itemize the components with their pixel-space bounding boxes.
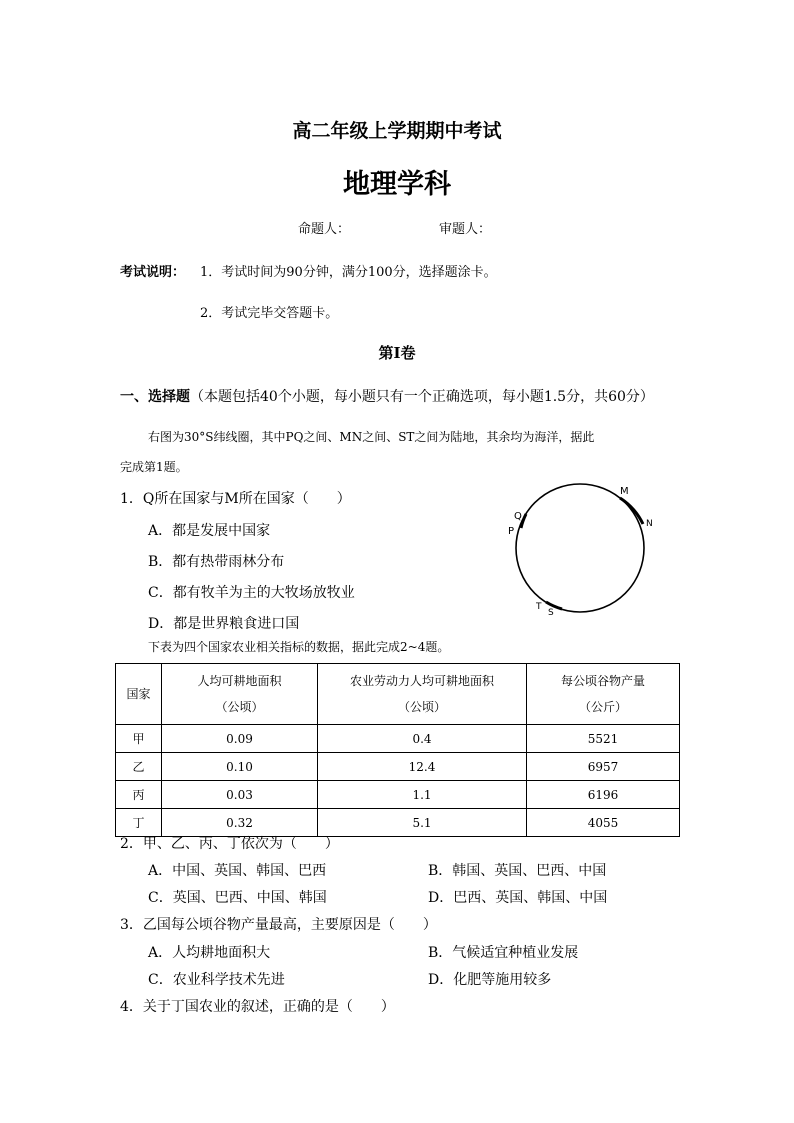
author-label: 命题人： [298, 222, 351, 237]
table-row [116, 781, 680, 809]
table-cell: 乙 [116, 753, 162, 781]
reviewer-label: 审题人： [439, 222, 492, 237]
table-row [116, 725, 680, 753]
q2-option-d: D．巴西、英国、韩国、中国 [428, 890, 608, 906]
table-cell: 0.4 [318, 725, 527, 753]
instruction-item-1: 1．考试时间为90分钟，满分100分，选择题涂卡。 [200, 265, 497, 280]
q2-option-a: A．中国、英国、韩国、巴西 [148, 863, 327, 879]
label-s: S [548, 608, 554, 618]
table-cell: 6196 [527, 781, 680, 809]
q3-stem: 3．乙国每公顷谷物产量最高，主要原因是（ ） [120, 917, 437, 933]
table-cell: 4055 [527, 809, 680, 837]
agriculture-data-table [115, 663, 680, 837]
table-cell: 5.1 [318, 809, 527, 837]
table-cell: 1.1 [318, 781, 527, 809]
part1-title: 一、选择题 [120, 389, 190, 405]
label-t: T [536, 602, 542, 612]
header-arable-per-capita: 人均可耕地面积 （公顷） [162, 664, 318, 725]
q3-option-b: B．气候适宜种植业发展 [428, 945, 579, 961]
intro2: 下表为四个国家农业相关指标的数据，据此完成2~4题。 [148, 640, 450, 654]
part1-heading [120, 386, 654, 406]
section-title: 第Ⅰ卷 [378, 344, 416, 362]
table-cell: 0.09 [162, 725, 318, 753]
q1-option-d: D．都是世界粮食进口国 [148, 616, 300, 632]
table-header-row [116, 664, 680, 725]
exam-title: 高二年级上学期期中考试 [292, 120, 502, 142]
instructions-label: 考试说明： [120, 265, 186, 280]
header-grain-yield: 每公顷谷物产量 （公斤） [527, 664, 680, 725]
header-country: 国家 [116, 664, 162, 725]
intro1-line1: 右图为30°S纬线圈，其中PQ之间、MN之间、ST之间为陆地，其余均为海洋，据此 [148, 430, 595, 444]
instruction-item-2: 2．考试完毕交答题卡。 [200, 306, 339, 321]
label-m: M [620, 486, 629, 497]
q1-stem: 1．Q所在国家与M所在国家（ ） [120, 491, 351, 507]
table-cell: 甲 [116, 725, 162, 753]
label-q: Q [514, 511, 522, 522]
q4-stem: 4．关于丁国农业的叙述，正确的是（ ） [120, 999, 395, 1015]
q3-option-a: A．人均耕地面积大 [148, 945, 271, 961]
q3-option-d: D．化肥等施用较多 [428, 972, 552, 988]
latitude-circle-figure [498, 478, 668, 623]
q2-option-b: B．韩国、英国、巴西、中国 [428, 863, 607, 879]
label-n: N [646, 519, 653, 529]
table-cell: 丁 [116, 809, 162, 837]
table-cell: 丙 [116, 781, 162, 809]
table-row [116, 753, 680, 781]
q1-option-c: C．都有牧羊为主的大牧场放牧业 [148, 585, 355, 601]
q1-option-b: B．都有热带雨林分布 [148, 554, 285, 570]
q3-option-c: C．农业科学技术先进 [148, 972, 285, 988]
intro1-line2: 完成第1题。 [120, 460, 188, 474]
table-cell: 0.10 [162, 753, 318, 781]
table-cell: 6957 [527, 753, 680, 781]
table-cell: 5521 [527, 725, 680, 753]
q2-option-c: C．英国、巴西、中国、韩国 [148, 890, 327, 906]
header-arable-per-laborer: 农业劳动力人均可耕地面积 （公顷） [318, 664, 527, 725]
label-p: P [508, 526, 515, 537]
table-cell: 0.32 [162, 809, 318, 837]
part1-desc: （本题包括40个小题，每小题只有一个正确选项，每小题1.5分，共60分） [190, 389, 654, 405]
table-cell: 0.03 [162, 781, 318, 809]
table-cell: 12.4 [318, 753, 527, 781]
q1-option-a: A．都是发展中国家 [148, 523, 271, 539]
subject-title: 地理学科 [343, 169, 451, 200]
q2-stem: 2．甲、乙、丙、丁依次为（ ） [120, 836, 339, 852]
